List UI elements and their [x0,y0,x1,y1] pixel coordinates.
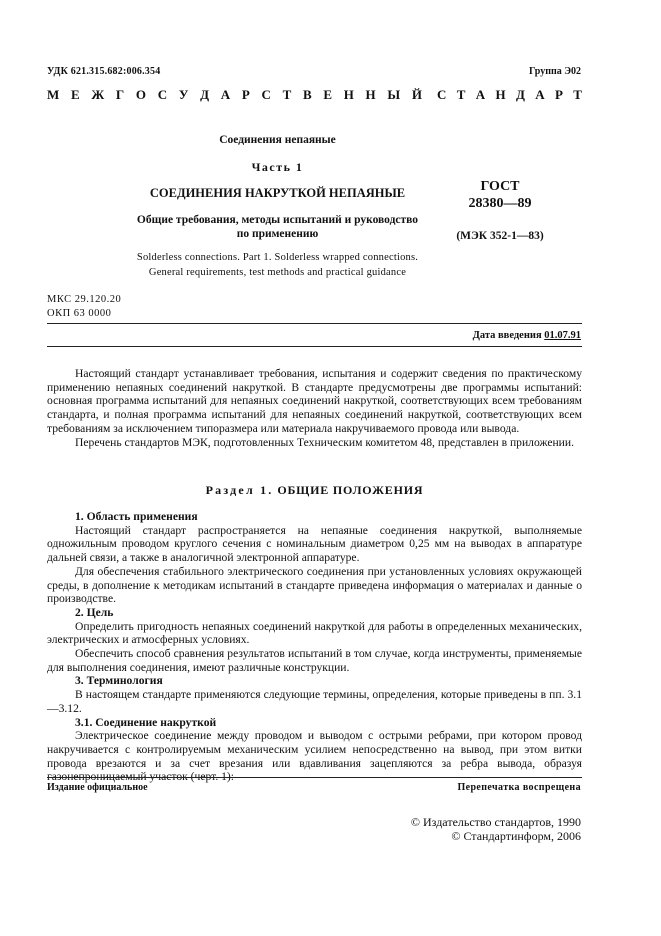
intro-text [47,367,582,449]
paragraph: Перечень стандартов МЭК, подготовленных Техническим комитетом 48, представлен в приложении. [75,435,574,449]
banner-letter: Т [456,87,466,102]
banner-letter: А [220,87,231,102]
edition-note: Издание официальное [47,782,148,793]
banner-letter: Р [554,87,563,102]
banner-letter: Р [241,87,250,102]
iec-reference: (МЭК 352-1—83) [456,230,544,242]
section-title: ОБЩИЕ ПОЛОЖЕНИЯ [277,483,424,497]
standard-banner [47,87,582,103]
subtitle [75,213,480,241]
clause-heading: 1. Область применения [75,510,198,523]
paragraph: Настоящий стандарт устанавливает требования, испытания и содержит сведения по практическому применению непаяных соединений накруткой. В стандарте предусмотрены две программы испытаний: основная программа испытаний для непаяных соединений накруткой, соответствующих всем требованиям стандарта, и полная программа испытаний для непаяных соединений накруткой, соответствующих всем требованиям за исключением типоразмера или материала накручиваемого провода или вывода. [47,367,582,435]
copyright-line-1: © Издательство стандартов, 1990 [410,815,581,829]
mks-code: МКС 29.120.20 [47,294,122,305]
banner-letter: С [157,87,168,102]
gost-label: ГОСТ [480,179,520,194]
main-title: СОЕДИНЕНИЯ НАКРУТКОЙ НЕПАЯНЫЕ [149,186,406,200]
banner-letter: Г [115,87,125,102]
udk-code: УДК 621.315.682:006.354 [47,66,161,77]
part-number: Часть 1 [251,160,304,174]
date-label: Дата введения [472,330,542,341]
divider [47,346,582,347]
paragraph: Электрическое соединение между проводом и выводом с острыми ребрами, при котором провод накручивается с контролируемым механическим усилием непосредственно на вывод, при этом витки провода врезаются и за счет врезания или вдавливания зацепляются за ребра вывода, образуя газонепроницаемый участок (черт. 1): [47,729,582,784]
banner-letter: Е [70,87,80,102]
gost-number: 28380—89 [468,196,532,211]
english-title-line-1: Solderless connections. Part 1. Solderless wrapped connections. [136,252,419,263]
banner-letter: Д [200,87,210,102]
clause-heading: 2. Цель [75,605,114,619]
classification-codes [47,293,121,321]
clause-heading: 3. Терминология [75,674,163,688]
banner-letter: Д [515,87,525,102]
copyright-block [411,815,581,843]
standard-subject: Соединения непаяные [219,134,336,146]
banner-letter: Е [323,87,332,102]
paragraph: Для обеспечения стабильного электрического соединения при установленных условиях окружающей среды, в дополнение к методикам испытаний в стандарте приведена информация о материалах и данные о производстве. [47,564,582,606]
paragraph: Обеспечить способ сравнения результатов испытаний в том случае, когда инструменты, применяемые для выполнения соединения, имеют различные конструкции. [47,647,582,674]
banner-letter: Т [282,87,292,102]
paragraph: В настоящем стандарте применяются следующие термины, определения, которые приведены в пп. 3.1—3.12. [47,688,582,715]
banner-letter: О [135,87,147,102]
clause-heading: 3.1. Соединение накруткой [75,715,217,729]
banner-letter: Н [495,87,506,102]
banner-word-interstate [47,87,422,103]
group-code: Группа Э02 [529,66,581,77]
divider [47,777,582,778]
banner-letter: У [178,87,189,102]
gost-designation [440,178,560,212]
banner-letter: А [535,87,545,102]
date-value: 01.07.91 [544,330,581,341]
banner-letter: С [437,87,447,102]
banner-letter: Ы [387,87,401,102]
subtitle-line-2: по применению [236,228,319,240]
banner-letter: Т [573,87,582,102]
banner-letter: Н [343,87,354,102]
banner-letter: А [475,87,486,102]
section-body [47,510,582,784]
divider [47,323,582,324]
paragraph: Определить пригодность непаяных соединений накруткой для работы в определенных механических, электрических и атмосферных условиях. [47,619,582,647]
banner-letter: Й [411,87,422,102]
banner-letter: Н [365,87,376,102]
introduction-date [473,330,581,341]
paragraph: Настоящий стандарт распространяется на непаяные соединения накруткой, выполняемые одножильным проводом круглого сечения с номинальным диаметром 0,25 мм на выводах в аппаратуре дальней связи, а также в аналогичной электронной аппаратуре. [47,523,582,565]
english-title [75,250,480,280]
okp-code: ОКП 63 0000 [47,308,112,319]
subtitle-line-1: Общие требования, методы испытаний и руководство [136,214,419,226]
banner-letter: С [261,87,271,102]
section-heading [47,483,582,498]
section-prefix: Раздел 1. [205,483,274,497]
reprint-note: Перепечатка воспрещена [457,782,581,793]
banner-word-standard [437,87,582,103]
banner-letter: В [302,87,312,102]
banner-letter: Ж [91,87,105,102]
english-title-line-2: General requirements, test methods and practical guidance [148,267,407,278]
copyright-line-2: © Стандартинформ, 2006 [451,829,581,843]
banner-letter: М [47,87,60,102]
